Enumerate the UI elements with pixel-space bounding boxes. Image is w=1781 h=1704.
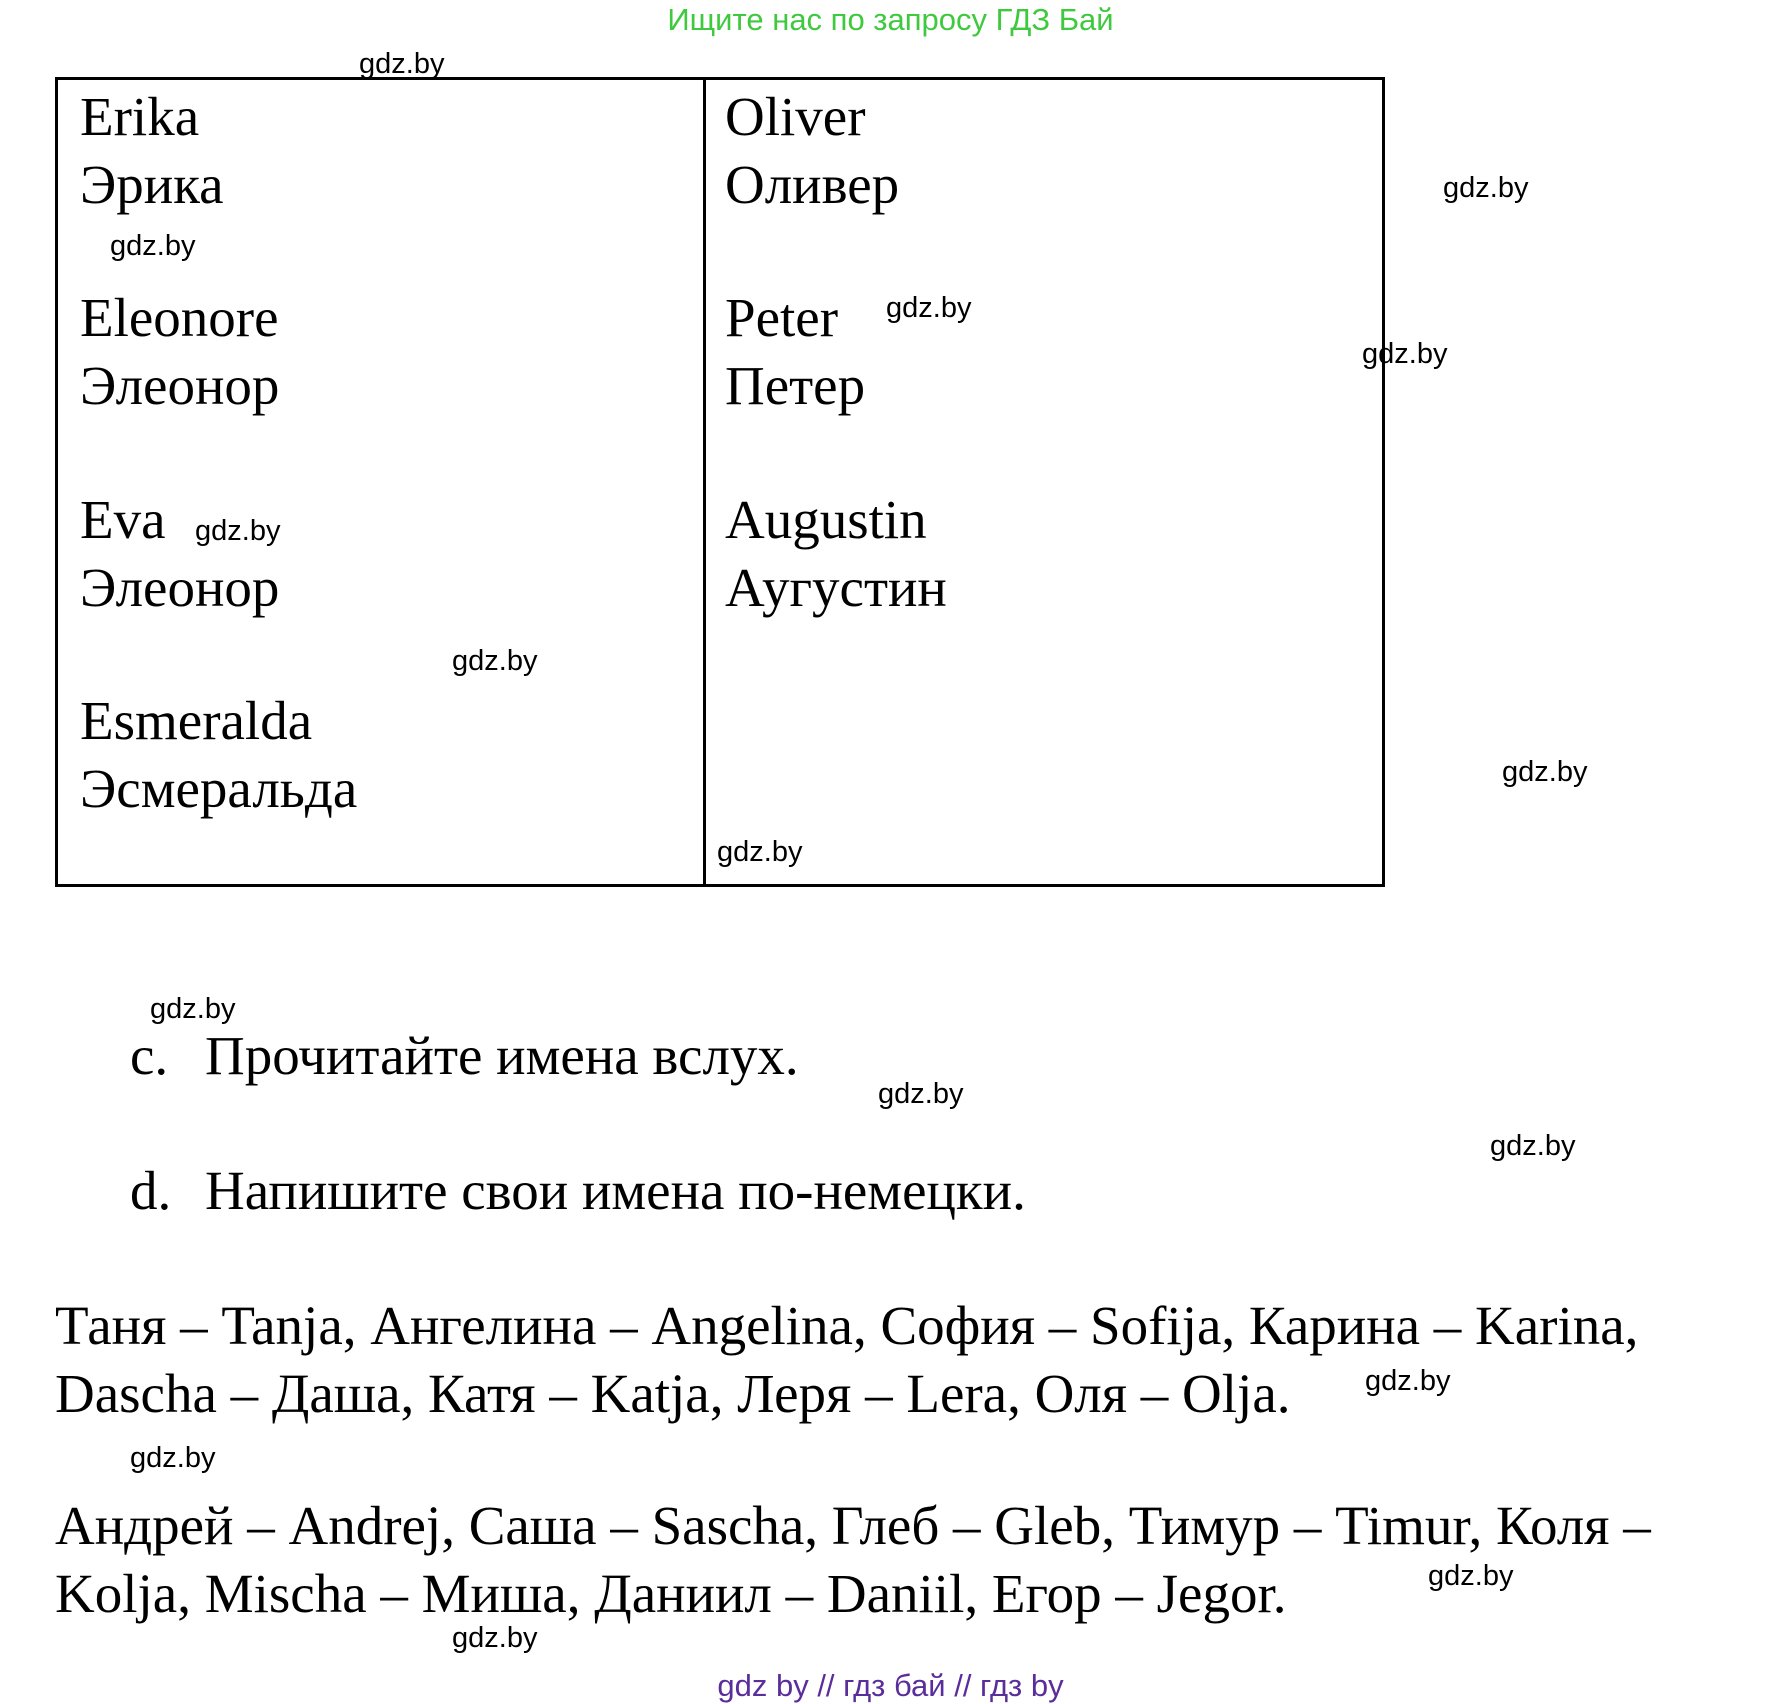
name-russian: Элеонор bbox=[80, 557, 280, 618]
task-text: Прочитайте имена вслух. bbox=[205, 1025, 799, 1086]
task-c bbox=[130, 1023, 799, 1089]
watermark: gdz.by bbox=[1365, 1365, 1451, 1397]
table-divider bbox=[703, 80, 706, 884]
name-german: Erika bbox=[80, 86, 200, 147]
watermark: gdz.by bbox=[110, 230, 196, 262]
search-hint: Ищите нас по запросу ГДЗ Бай bbox=[667, 2, 1114, 37]
footer-links: gdz by // гдз бай // гдз by bbox=[717, 1668, 1064, 1703]
watermark: gdz.by bbox=[886, 292, 972, 324]
name-russian: Петер bbox=[725, 355, 866, 416]
task-text: Напишите свои имена по-немецки. bbox=[205, 1160, 1026, 1221]
watermark: gdz.by bbox=[1443, 172, 1529, 204]
watermark: gdz.by bbox=[452, 1622, 538, 1654]
names-table bbox=[55, 77, 1385, 887]
watermark: gdz.by bbox=[130, 1442, 216, 1474]
name-german: Oliver bbox=[725, 86, 866, 147]
watermark: gdz.by bbox=[717, 836, 803, 868]
task-letter: c. bbox=[130, 1025, 169, 1086]
task-d bbox=[130, 1158, 1026, 1224]
answer-line: Андрей – Andrej, Саша – Sascha, Глеб – Gleb, Тимур – Timur, Коля – bbox=[55, 1495, 1651, 1556]
name-russian: Эсмеральда bbox=[80, 758, 358, 819]
watermark: gdz.by bbox=[150, 993, 236, 1025]
watermark: gdz.by bbox=[878, 1078, 964, 1110]
watermark: gdz.by bbox=[452, 645, 538, 677]
watermark: gdz.by bbox=[195, 515, 281, 547]
watermark: gdz.by bbox=[1362, 338, 1448, 370]
name-german: Augustin bbox=[725, 489, 927, 550]
name-german: Peter bbox=[725, 287, 839, 348]
answer-line: Таня – Tanja, Ангелина – Angelina, София – Sofija, Карина – Karina, bbox=[55, 1295, 1639, 1356]
answer-line: Dascha – Даша, Катя – Katja, Леря – Lera, Оля – Olja. bbox=[55, 1363, 1291, 1424]
watermark: gdz.by bbox=[359, 48, 445, 80]
answer-line: Kolja, Mischa – Миша, Даниил – Daniil, Егор – Jegor. bbox=[55, 1563, 1287, 1624]
watermark: gdz.by bbox=[1490, 1130, 1576, 1162]
name-russian: Аугустин bbox=[725, 557, 947, 618]
name-german: Esmeralda bbox=[80, 690, 313, 751]
name-german: Eva bbox=[80, 489, 166, 550]
name-russian: Оливер bbox=[725, 154, 900, 215]
name-russian: Элеонор bbox=[80, 355, 280, 416]
watermark: gdz.by bbox=[1428, 1560, 1514, 1592]
watermark: gdz.by bbox=[1502, 756, 1588, 788]
name-russian: Эрика bbox=[80, 154, 224, 215]
name-german: Eleonore bbox=[80, 287, 279, 348]
task-letter: d. bbox=[130, 1160, 172, 1221]
